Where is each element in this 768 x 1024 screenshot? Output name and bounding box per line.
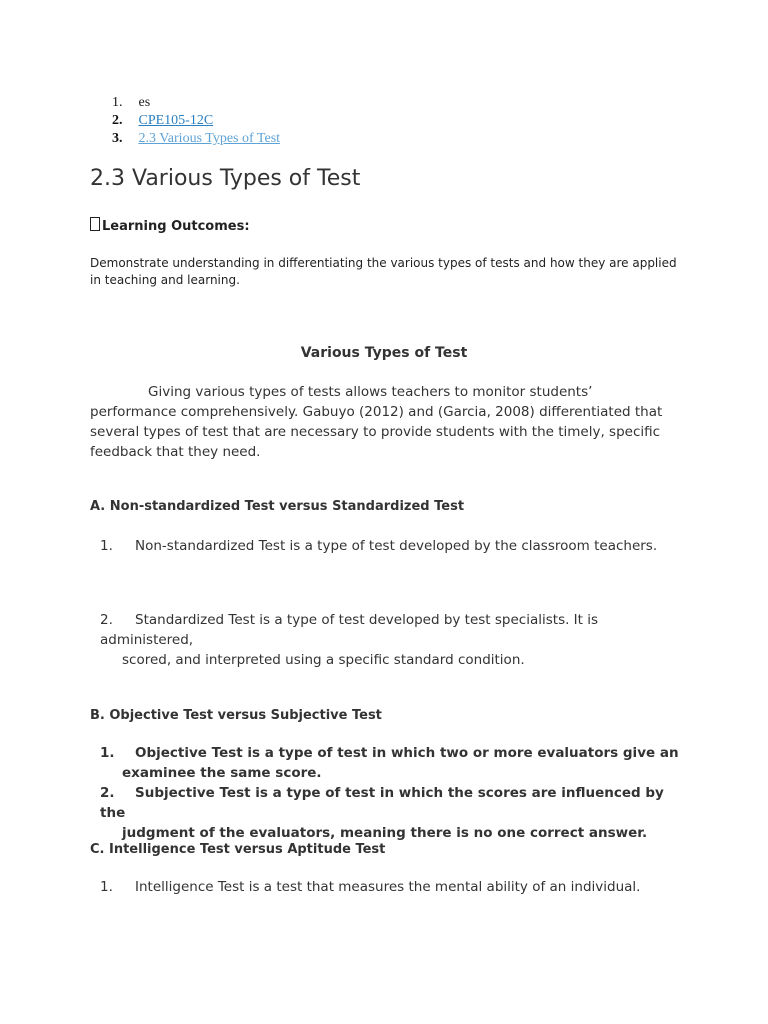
list-item-continuation: judgment of the evaluators, meaning there is no one correct answer. <box>122 825 648 841</box>
breadcrumb-item-es: es <box>138 95 151 110</box>
breadcrumb-item <box>112 112 280 130</box>
learning-outcomes-label: Learning Outcomes: <box>102 219 250 234</box>
breadcrumb-item <box>112 130 280 148</box>
intro-text: Giving various types of tests allows teachers to monitor students’ performance comprehensively. Gabuyo (2012) and (Garcia, 2008) differentiated that several types of test that are necessary to provide students with the timely, specific feedback that they need. <box>90 384 663 460</box>
list-item-number: 1. <box>100 538 113 554</box>
list-item <box>100 536 690 556</box>
breadcrumb-number: 3. <box>112 131 123 146</box>
list-item <box>100 877 690 897</box>
intro-paragraph <box>90 382 680 462</box>
breadcrumb-number: 1. <box>112 95 123 110</box>
list-item <box>100 610 690 670</box>
list-item-text: Non-standardized Test is a type of test developed by the classroom teachers. <box>135 538 658 554</box>
breadcrumb-link-current-page[interactable]: 2.3 Various Types of Test <box>138 131 281 146</box>
list-item <box>100 783 690 843</box>
list-item-text: Objective Test is a type of test in which two or more evaluators give an <box>135 745 679 761</box>
list-item-number: 2. <box>100 612 113 628</box>
list-item-continuation: scored, and interpreted using a specific standard condition. <box>122 652 525 668</box>
section-c-heading: C. Intelligence Test versus Aptitude Test <box>90 842 386 857</box>
breadcrumb-item <box>112 94 280 112</box>
breadcrumb-number: 2. <box>112 113 123 128</box>
list-item-number: 2. <box>100 785 115 801</box>
section-heading: Various Types of Test <box>300 345 468 361</box>
list-item-text: Subjective Test is a type of test in which the scores are influenced by the <box>100 785 664 821</box>
learning-outcomes-text: Demonstrate understanding in differentiating the various types of tests and how they are applied in teaching and learning. <box>90 256 677 287</box>
breadcrumb <box>112 94 280 148</box>
missing-glyph-icon <box>90 217 100 231</box>
list-item-text: Standardized Test is a type of test developed by test specialists. It is administered, <box>100 612 599 648</box>
learning-outcomes-heading <box>90 217 250 234</box>
section-a-heading: A. Non-standardized Test versus Standardized Test <box>90 499 465 514</box>
list-item-number: 1. <box>100 879 113 895</box>
section-b-heading: B. Objective Test versus Subjective Test <box>90 708 382 723</box>
list-item-number: 1. <box>100 745 115 761</box>
list-item-text: Intelligence Test is a test that measures the mental ability of an individual. <box>135 879 641 895</box>
page-title: 2.3 Various Types of Test <box>90 166 361 191</box>
list-item <box>100 743 690 783</box>
list-item-continuation: examinee the same score. <box>122 765 322 781</box>
breadcrumb-link-course[interactable]: CPE105-12C <box>138 113 214 128</box>
